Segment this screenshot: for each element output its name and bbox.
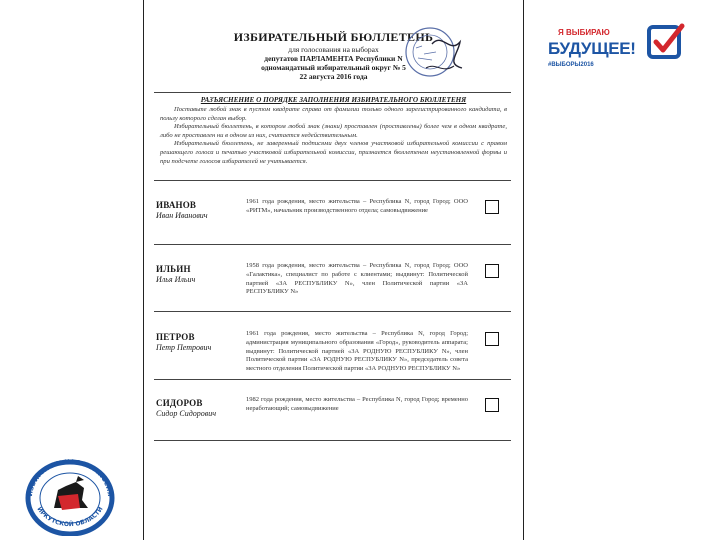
candidate-given-name: Илья Ильич (156, 275, 196, 284)
ballot-header (144, 30, 523, 81)
commission-stamp-icon (402, 24, 466, 80)
vote-checkbox-sidorov[interactable] (485, 398, 499, 412)
election-brand-logo (548, 22, 688, 72)
footer-divider (154, 440, 511, 441)
brand-line-2: БУДУЩЕЕ! (548, 39, 636, 58)
commission-seal-logo (18, 452, 120, 536)
candidate-divider (154, 244, 511, 245)
seal-top-text: ИЗБИРАТЕЛЬНАЯ КОМИССИЯ (25, 457, 115, 497)
candidate-given-name: Иван Иванович (156, 211, 208, 220)
candidate-info: 1958 года рождения, место жительства – Республика N, город Город; ООО «Галактика», специалист по работе с клиентами; выдвинут: Политической партией «ЗА РЕСПУБЛИКУ N», член Политической партии «ЗА РЕСПУБЛИКУ N» (246, 262, 468, 296)
candidate-given-name: Сидор Сидорович (156, 409, 217, 418)
candidate-surname: ПЕТРОВ (156, 332, 195, 342)
ballot-district-line: одномандатный избирательный округ № 5 (261, 63, 406, 72)
explanation-paragraph-2: Избирательный бюллетень, в котором любой знак (знаки) проставлен (проставлены) более чем в одном квадрате, либо не проставлен ни в одном из них, считается недействительным. (160, 123, 507, 139)
ballot-title: ИЗБИРАТЕЛЬНЫЙ БЮЛЛЕТЕНЬ (233, 30, 434, 44)
ballot-date: 22 августа 2016 года (299, 72, 368, 81)
vote-checkbox-ilyin[interactable] (485, 264, 499, 278)
seal-bottom-text: ИРКУТСКОЙ ОБЛАСТИ (35, 505, 105, 529)
candidate-divider (154, 379, 511, 380)
vote-checkbox-ivanov[interactable] (485, 200, 499, 214)
brand-line-1: Я ВЫБИРАЮ (558, 28, 610, 37)
explanation-paragraph-3: Избирательный бюллетень, не заверенный подписями двух членов участковой избирательной комиссии с правом решающего голоса и печатью участковой избирательной комиссии, признается бюллетенем неустановленной формы и при подсчете голосов избирателей не учитывается. (160, 140, 507, 165)
candidate-divider (154, 311, 511, 312)
checkbox-check-icon (646, 22, 686, 62)
ballot-election-line: депутатов ПАРЛАМЕНТА Республики N (264, 54, 403, 63)
candidate-info: 1961 года рождения, место жительства – Республика N, город Город; администрация муниципального образования «Город», руководитель аппарата; выдвинут: Политической партией «ЗА РОДНУЮ РЕСПУБЛИКУ N», член Политической партии «ЗА РОДНУЮ РЕСПУБЛИКУ N», председатель совета местного отделения Политической партии «ЗА РОДНУЮ РЕСПУБЛИКУ N» (246, 330, 468, 373)
ballot-subtitle: для голосования на выборах (288, 45, 379, 54)
candidate-surname: ИЛЬИН (156, 264, 191, 274)
brand-line-3: #ВЫБОРЫ2016 (548, 62, 594, 68)
candidate-info: 1982 года рождения, место жительства – Республика N, город Город; временно неработающий; самовыдвижение (246, 396, 468, 412)
explanation-title: РАЗЪЯСНЕНИЕ О ПОРЯДКЕ ЗАПОЛНЕНИЯ ИЗБИРАТЕЛЬНОГО БЮЛЛЕТЕНЯ (200, 96, 467, 104)
header-divider (154, 92, 511, 93)
candidate-surname: СИДОРОВ (156, 398, 203, 408)
ballot-sheet (143, 0, 524, 540)
candidate-surname: ИВАНОВ (156, 200, 197, 210)
explanation-divider (154, 180, 511, 181)
explanation-text (160, 106, 507, 166)
candidate-info: 1961 года рождения, место жительства – Республика N, город Город; ООО «РИТМ», начальник производственного отдела; самовыдвижение (246, 198, 468, 214)
explanation-paragraph-1: Поставьте любой знак в пустом квадрате справа от фамилии только одного зарегистрированного кандидата, в пользу которого сделан выбор. (160, 106, 507, 122)
vote-checkbox-petrov[interactable] (485, 332, 499, 346)
candidate-given-name: Петр Петрович (156, 343, 212, 352)
